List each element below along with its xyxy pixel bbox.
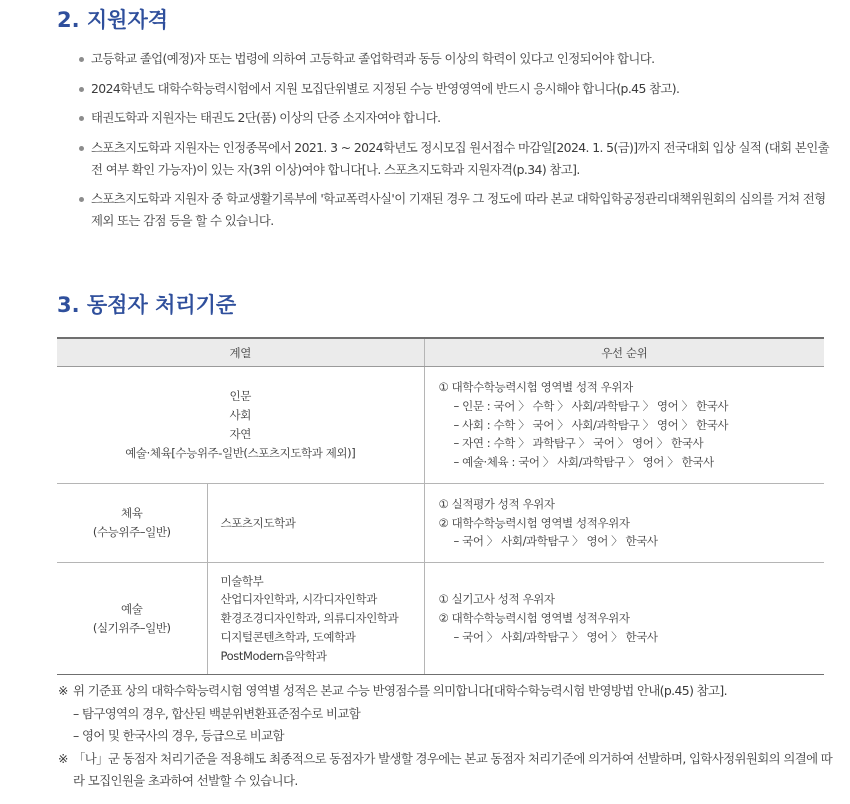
priority-line: ② 대학수학능력시험 영역별 성적우위자	[438, 515, 630, 530]
section-title-eligibility: 2. 지원자격	[57, 8, 169, 32]
eligibility-item: 2024학년도 대학수학능력시험에서 지원 모집단위별로 지정된 수능 반영영역에 반드시 응시해야 합니다(p.45 참고).	[79, 78, 829, 100]
group-name: 체육	[121, 506, 143, 521]
footnote-sub	[58, 703, 838, 726]
dept-line: 미술학부	[220, 573, 264, 588]
field-humanities: 인문	[229, 389, 251, 404]
reference-mark: ※	[58, 683, 68, 698]
table-row	[57, 484, 824, 563]
dept-line: 환경조경디자인학과, 의류디자인학과	[220, 611, 399, 626]
field-natural: 자연	[229, 427, 251, 441]
table-row	[57, 563, 824, 675]
group-type: (수능위주–일반)	[92, 525, 171, 539]
eligibility-list	[79, 48, 829, 240]
dash-mark: –	[73, 728, 79, 743]
footnote	[58, 748, 838, 793]
group-name: 예술	[121, 601, 143, 616]
priority-subline: – 국어 〉 사회/과학탐구 〉 영어 〉 한국사	[453, 629, 658, 644]
priority-subline: – 사회 : 수학 〉 국어 〉 사회/과학탐구 〉 영어 〉 한국사	[453, 417, 729, 432]
priority-line: ② 대학수학능력시험 영역별 성적우위자	[438, 611, 630, 626]
field-arts-pe: 예술·체육[수능위주-일반(스포츠지도학과 제외)]	[125, 445, 356, 460]
priority-subline: – 인문 : 국어 〉 수학 〉 사회/과학탐구 〉 영어 〉 한국사	[453, 398, 729, 413]
dash-mark: –	[73, 705, 79, 721]
section-title-tiebreak: 3. 동점자 처리기준	[57, 293, 237, 317]
dept-line: 산업디자인학과, 시각디자인학과	[220, 592, 377, 607]
dept-cell	[207, 563, 424, 675]
header-priority: 우선 순위	[424, 338, 824, 367]
priority-line: ① 실기고사 성적 우위자	[438, 592, 555, 607]
priority-cell	[424, 367, 824, 484]
tiebreak-table	[57, 337, 824, 675]
footnote-text: 위 기준표 상의 대학수학능력시험 영역별 성적은 본교 수능 반영점수를 의미합니다[대학수학능력시험 반영방법 안내(p.45) 참고].	[73, 683, 727, 698]
priority-cell	[424, 563, 824, 675]
group-type: (실기위주–일반)	[92, 620, 171, 635]
priority-line: ① 실적평가 성적 우위자	[438, 496, 555, 511]
field-social: 사회	[229, 408, 251, 423]
priority-subline: – 자연 : 수학 〉 과학탐구 〉 국어 〉 영어 〉 한국사	[453, 436, 704, 451]
eligibility-item: 태권도학과 지원자는 태권도 2단(품) 이상의 단증 소지자여야 합니다.	[79, 107, 829, 129]
footnote-sub	[58, 725, 838, 748]
table-row	[57, 367, 824, 484]
eligibility-item: 스포츠지도학과 지원자는 인정종목에서 2021. 3 ~ 2024학년도 정시모집 원서접수 마감일[2024. 1. 5(금)]까지 전국대회 입상 실적 (대회 본인출전 여부 확인 가능자)이 있는 자(3위 이상)여야 합니다[나. 스포츠지도학과 지원자격(p.34) 참고].	[79, 137, 829, 181]
group-cell	[57, 484, 207, 563]
dept-line: PostModern음악학과	[220, 648, 327, 663]
footnote	[58, 680, 838, 703]
footnote-text: 영어 및 한국사의 경우, 등급으로 비교함	[81, 728, 284, 743]
field-cell	[57, 367, 424, 484]
eligibility-item: 스포츠지도학과 지원자 중 학교생활기록부에 '학교폭력사실'이 기재된 경우 그 정도에 따라 본교 대학입학공정관리대책위원회의 심의를 거쳐 전형제외 또는 감점 등을 할 수 있습니다.	[79, 188, 829, 232]
table-header-row	[57, 338, 824, 367]
dept-cell: 스포츠지도학과	[207, 484, 424, 563]
reference-mark: ※	[58, 750, 68, 766]
priority-subline: – 국어 〉 사회/과학탐구 〉 영어 〉 한국사	[453, 534, 658, 549]
priority-cell	[424, 484, 824, 563]
group-cell	[57, 563, 207, 675]
footnote-text: 탐구영역의 경우, 합산된 백분위변환표준점수로 비교함	[81, 705, 361, 721]
footnote-text: 「나」군 동점자 처리기준을 적용해도 최종적으로 동점자가 발생할 경우에는 본교 동점자 처리기준에 의거하여 선발하며, 입학사정위원회의 의결에 따라 모집인원을 초과하여 선발할 수 있습니다.	[73, 750, 833, 788]
footnotes	[58, 680, 838, 793]
priority-subline: – 예술·체육 : 국어 〉 사회/과학탐구 〉 영어 〉 한국사	[453, 455, 714, 470]
header-field: 계열	[57, 338, 424, 367]
priority-line: ① 대학수학능력시험 영역별 성적 우위자	[438, 380, 633, 394]
dept-line: 디지털콘텐츠학과, 도예학과	[220, 629, 356, 644]
eligibility-item: 고등학교 졸업(예정)자 또는 법령에 의하여 고등학교 졸업학력과 동등 이상의 학력이 있다고 인정되어야 합니다.	[79, 48, 829, 70]
